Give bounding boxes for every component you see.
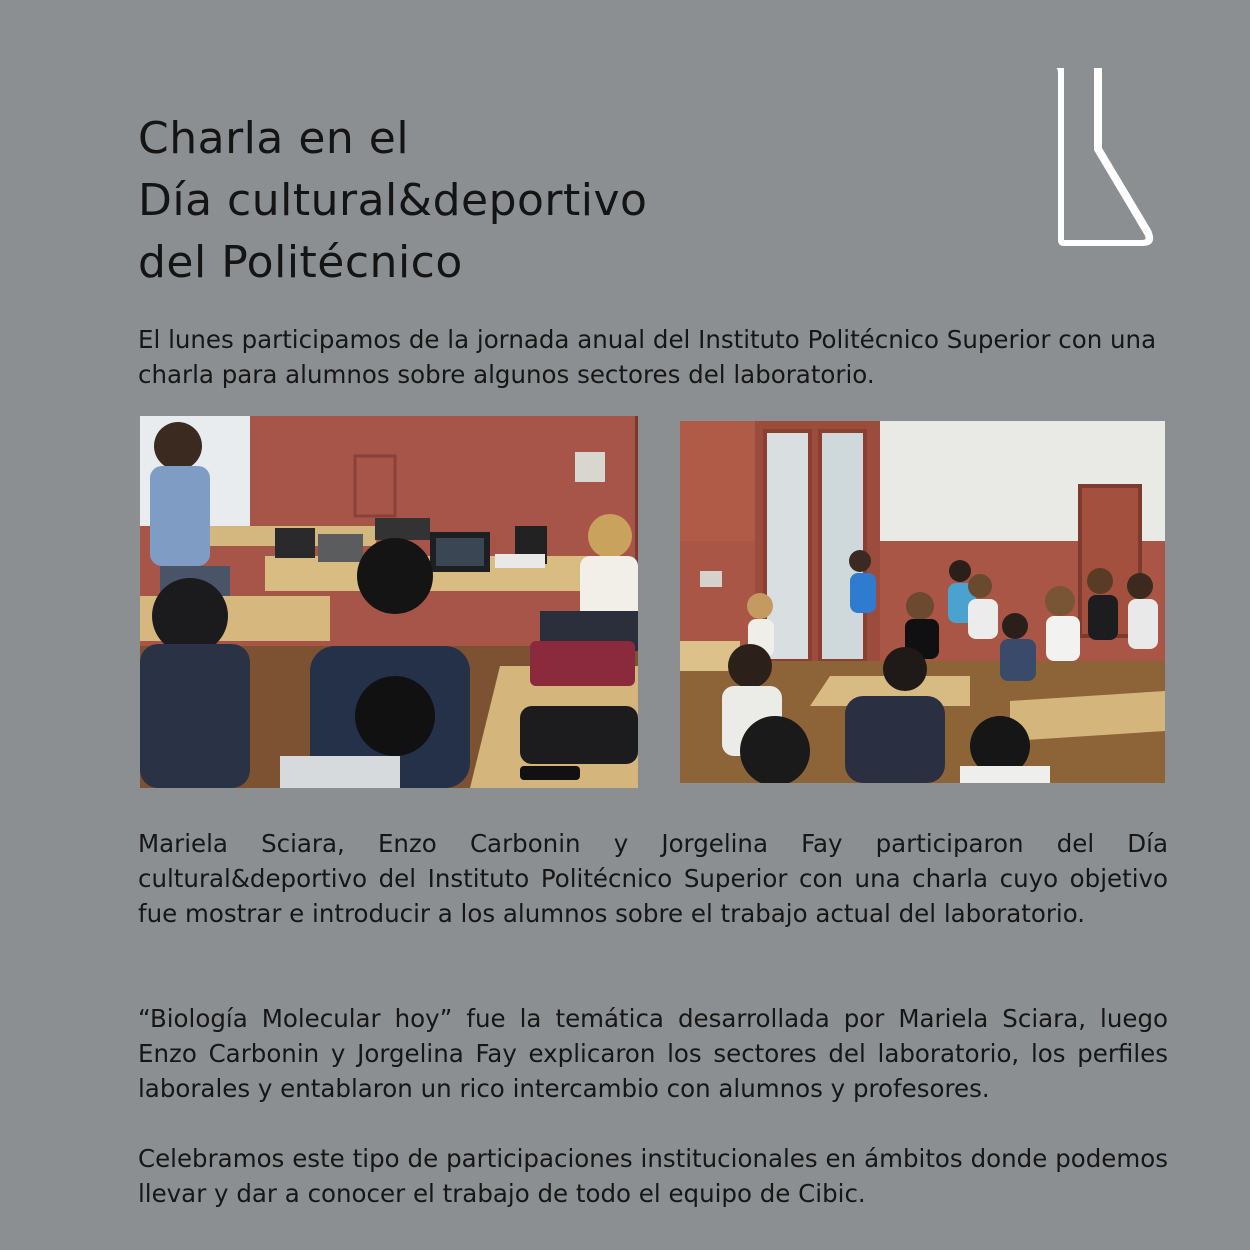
title-line-3: del Politécnico <box>138 237 463 288</box>
title-line-2: Día cultural&deportivo <box>138 175 648 226</box>
paragraph-topic: “Biología Molecular hoy” fue la temática desarrollada por Mariela Sciara, luego Enzo Carbonin y Jorgelina Fay explicaron los sectores del laboratorio, los perfiles laborales y entablaron un rico intercambio con alumnos y profesores. <box>138 1004 1168 1103</box>
photo-students-classroom <box>680 421 1165 783</box>
page-title <box>138 108 647 294</box>
paragraph-closing: Celebramos este tipo de participaciones institucionales en ámbitos donde podemos llevar y dar a conocer el trabajo de todo el equipo de Cibic. <box>138 1144 1168 1208</box>
photo-talk-laptops <box>140 416 638 788</box>
paragraph-participants: Mariela Sciara, Enzo Carbonin y Jorgelina Fay participaron del Día cultural&deportivo del Instituto Politécnico Superior con una charla cuyo objetivo fue mostrar e introducir a los alumnos sobre el trabajo actual del laboratorio. <box>138 829 1168 928</box>
flask-icon <box>1050 64 1156 250</box>
title-line-1: Charla en el <box>138 113 410 164</box>
intro-text: El lunes participamos de la jornada anual del Instituto Politécnico Superior con una charla para alumnos sobre algunos sectores del laboratorio. <box>138 325 1157 389</box>
